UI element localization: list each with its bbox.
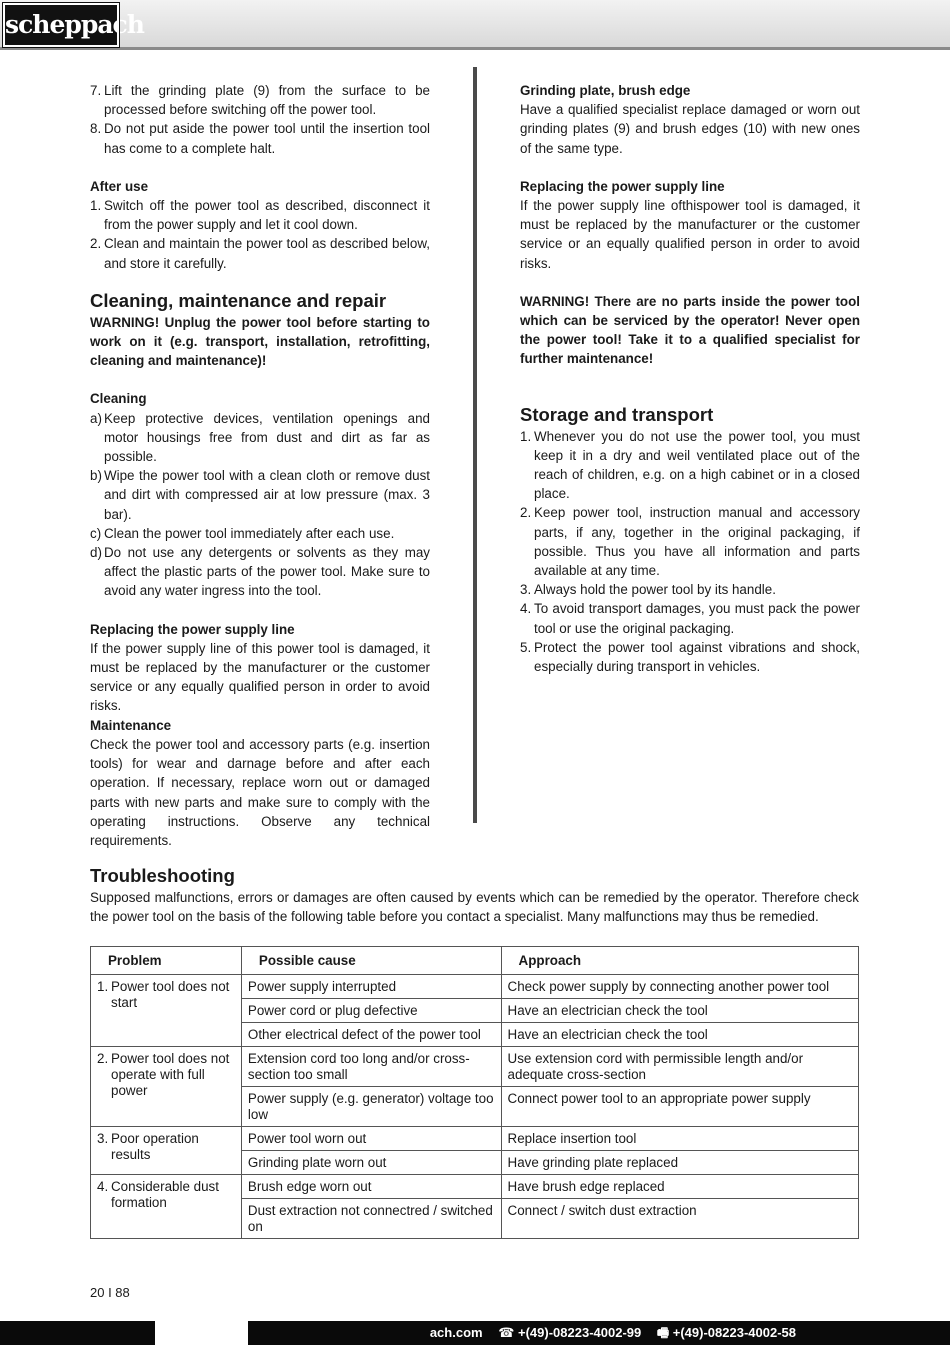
troubleshooting-heading: Troubleshooting <box>90 865 235 886</box>
troubleshooting-table <box>90 946 859 1239</box>
grinding-plate-text: Have a qualified specialist replace damaged or worn out grinding plates (9) and brush edges (10) with new ones of the same type. <box>520 102 860 156</box>
list-item: 2. Keep power tool, instruction manual and accessory parts, if any, together in the original packaging, if possible. Thus you have all information and parts available at any time. <box>520 505 860 579</box>
supply-line-title: Replacing the power supply line <box>520 178 725 194</box>
brand-logo: scheppach <box>3 3 119 47</box>
cause-cell: Extension cord too long and/or cross-section too small <box>241 1047 501 1087</box>
approach-cell: Connect / switch dust extraction <box>501 1199 858 1239</box>
approach-cell: Have brush edge replaced <box>501 1175 858 1199</box>
cause-cell: Brush edge worn out <box>241 1175 501 1199</box>
supply-line-text: If the power supply line of this power tool is damaged, it must be replaced by the manufacturer or the customer service or any equally qualified person in order to avoid risks. <box>90 640 430 714</box>
list-item: 2. Clean and maintain the power tool as described below, and store it carefully. <box>90 236 430 271</box>
list-item: b) Wipe the power tool with a clean cloth or remove dust and dirt with compressed air at low pressure (max. 3 bar). <box>90 468 430 522</box>
list-item: 7. Lift the grinding plate (9) from the surface to be processed before switching off the power tool. <box>90 83 430 118</box>
list-item: 8. Do not put aside the power tool until the insertion tool has come to a complete halt. <box>90 121 430 156</box>
table-header-row <box>91 947 859 975</box>
left-column <box>90 81 430 850</box>
supply-line-title: Replacing the power supply line <box>90 621 295 637</box>
service-warning: WARNING! There are no parts inside the power tool which can be serviced by the operator! Never open the power tool! Take it to a qualified specialist for further maintenance! <box>520 293 860 367</box>
storage-heading: Storage and transport <box>520 403 714 425</box>
footer-gap <box>155 1321 248 1345</box>
after-use-title: After use <box>90 178 149 194</box>
cause-cell: Other electrical defect of the power tool <box>241 1023 501 1047</box>
problem-cell: 1. Power tool does not start <box>91 975 242 1047</box>
cause-cell: Dust extraction not connectred / switched on <box>241 1199 501 1239</box>
right-column <box>520 81 860 676</box>
cleaning-heading: Cleaning, maintenance and repair <box>90 289 387 311</box>
approach-cell: Replace insertion tool <box>501 1127 858 1151</box>
list-item: 5. Protect the power tool against vibrations and shock, especially during transport in vehicles. <box>520 639 860 675</box>
column-header: Possible cause <box>241 947 501 975</box>
cause-cell: Power tool worn out <box>241 1127 501 1151</box>
cause-cell: Power supply interrupted <box>241 975 501 999</box>
page-number: 20 I 88 <box>90 1285 130 1300</box>
cause-cell: Power cord or plug defective <box>241 999 501 1023</box>
after-use-list <box>90 196 430 273</box>
list-item: a) Keep protective devices, ventilation openings and motor housings free from dust and dirt as far as possible. <box>90 410 430 465</box>
footer-phone: ☎ +(49)-08223-4002-99 <box>498 1325 642 1340</box>
cleaning-list <box>90 409 430 601</box>
list-item: 1. Whenever you do not use the power tool, you must keep it in a dry and weil ventilated place out of the reach of children, e.g. on a high cabinet or in a closed place. <box>520 428 860 502</box>
list-item: 1. Switch off the power tool as described, disconnect it from the power supply and let it cool down. <box>90 198 430 233</box>
storage-list <box>520 427 860 677</box>
table-row <box>91 1175 859 1199</box>
supply-line-text: If the power supply line ofthispower tool is damaged, it must be replaced by the manufacturer or the customer service or an equally qualified person in order to avoid risks. <box>520 198 860 271</box>
maintenance-title: Maintenance <box>90 717 172 733</box>
approach-cell: Have an electrician check the tool <box>501 1023 858 1047</box>
column-divider <box>473 67 477 823</box>
cause-cell: Grinding plate worn out <box>241 1151 501 1175</box>
list-item: 4. To avoid transport damages, you must pack the power tool or use the original packaging. <box>520 601 860 636</box>
column-header: Approach <box>501 947 858 975</box>
approach-cell: Have grinding plate replaced <box>501 1151 858 1175</box>
unplug-warning: WARNING! Unplug the power tool before starting to work on it (e.g. transport, installation, retrofitting, cleaning and maintenance)! <box>90 314 430 369</box>
table-row <box>91 1127 859 1151</box>
problem-cell: 3. Poor operation results <box>91 1127 242 1175</box>
footer-fax: 🖷 +(49)-08223-4002-58 <box>656 1325 796 1340</box>
cause-cell: Power supply (e.g. generator) voltage too low <box>241 1087 501 1127</box>
approach-cell: Use extension cord with permissible length and/or adequate cross-section <box>501 1047 858 1087</box>
list-item: d) Do not use any detergents or solvents as they may affect the plastic parts of the power tool. Make sure to avoid any water ingress into the tool. <box>90 545 430 599</box>
list-item: 3. Always hold the power tool by its handle. <box>520 582 776 598</box>
maintenance-text: Check the power tool and accessory parts (e.g. insertion tools) for wear and darnage before and after each operation. If necessary, replace worn out or damaged parts with new parts and make sure to comply with the operating instructions. Observe any technical requirements. <box>90 736 430 848</box>
footer-website[interactable]: ach.com <box>429 1325 483 1340</box>
column-header: Problem <box>91 947 242 975</box>
approach-cell: Have an electrician check the tool <box>501 999 858 1023</box>
cleaning-title: Cleaning <box>90 391 147 407</box>
troubleshooting-section <box>90 864 859 926</box>
problem-cell: 2. Power tool does not operate with full power <box>91 1047 242 1127</box>
troubleshooting-intro: Supposed malfunctions, errors or damages are often caused by events which can be remedied by the operator. Therefore check the power tool on the basis of the following table before you contact a specialist. Many malfunctions may thus be remedied. <box>90 890 859 925</box>
table-row <box>91 975 859 999</box>
table-row <box>91 1047 859 1087</box>
problem-cell: 4. Considerable dust formation <box>91 1175 242 1239</box>
footer-contact <box>418 1321 796 1345</box>
intro-list <box>90 81 430 158</box>
approach-cell: Connect power tool to an appropriate power supply <box>501 1087 858 1127</box>
page-header <box>0 0 950 50</box>
list-item: c) Clean the power tool immediately after each use. <box>90 525 395 541</box>
approach-cell: Check power supply by connecting another power tool <box>501 975 858 999</box>
grinding-plate-title: Grinding plate, brush edge <box>520 83 691 98</box>
